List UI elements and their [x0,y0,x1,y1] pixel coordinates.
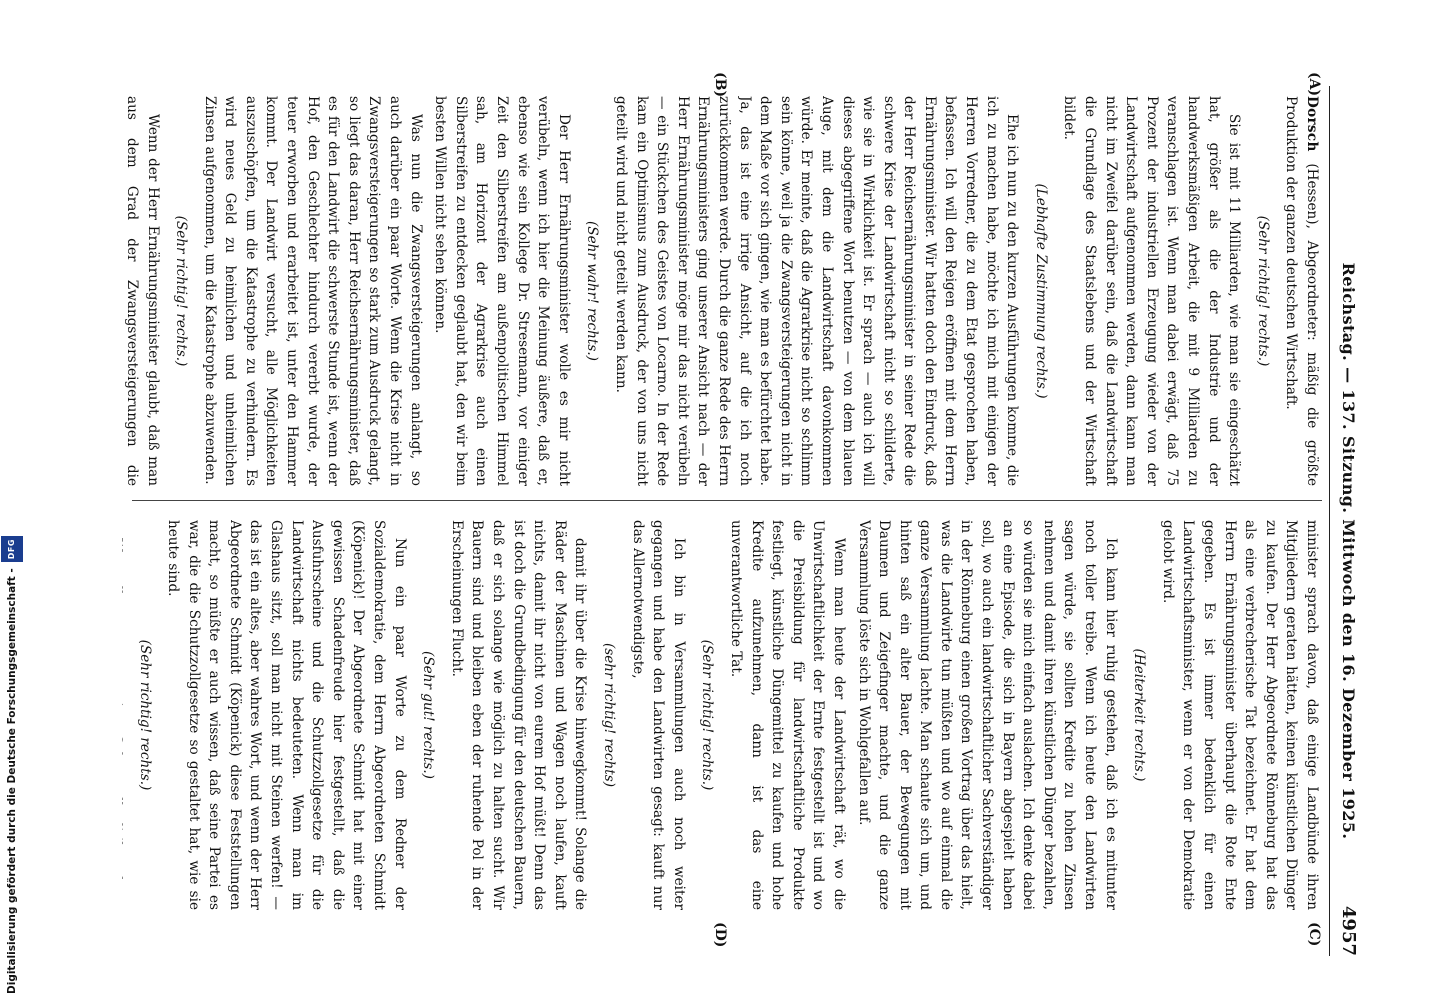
paragraph-text: (Sehr richtig! rechts.) [1254,215,1271,367]
paragraph [1157,520,1322,910]
paragraph [446,520,590,910]
paragraph-text: (Hessen), Abgeordneter: mäßig die größte Produktion der ganzen deutschen Wirtschaft. [1283,96,1320,486]
paragraph [199,96,426,486]
interjection [697,520,718,910]
paragraph-text: (sehr richtig! rechts) [601,642,617,788]
margin-letter-c: (C) [1306,922,1322,947]
paragraph-text: (Heiterkeit rechts.) [1131,648,1148,782]
paragraph [1059,96,1244,486]
margin-letter-d: (D) [712,922,728,948]
margin-letter-a: (A) [1306,72,1322,97]
interjection [418,520,439,910]
paragraph [122,520,126,910]
paragraph [853,520,1121,910]
paragraph [122,96,163,486]
paragraph-text: Der Herr Ernährungsminister wolle es mir nicht verübeln, wenn ich hier die Meinung äußere, daß er, ebenso wie sein Kollege Dr. Stresemann, vor einiger Zeit den Silberstreifen am außenpolitischen Himmel sah, am Horizont der Agrarkrise auch einen Silberstreifen zu entdecken geglaubt hat, den wir beim besten Willen nicht sehen können. [432,96,572,486]
digitization-notice [2,539,26,994]
header-title: Reichstag. — 137. Sitzung. Mittwoch den 16. Dezember 1925. [1339,262,1359,840]
paragraph-text: Wenn der Herr Ernährungsminister glaubt, daß man aus dem Grad der Zwangsversteigerungen die [123,96,161,486]
paragraph-text: (Sehr wahr! rechts.) [584,221,601,361]
interjection [598,520,619,910]
paragraph [430,96,574,486]
left-text-column [122,96,1322,486]
paragraph-text: (Lebhafte Zustimmung rechts.) [1032,183,1049,399]
paragraph-text: (Sehr richtig! rechts.) [136,639,153,791]
paragraph [1281,96,1322,486]
interjection [582,96,603,486]
paragraph-text: minister sprach davon, daß einige Landbünde ihren Mitgliedern geraten hätten, keinen künstlichen Dünger zu kaufen. Der Herr Abgeordnete Rönneburg hat das als eine verbrecherische Tat bezeichnet. Er hat dem Herrn Ernährungsminister überhaupt die Rote Ente gegeben. Es ist immer bedenklich für einen Landwirtschaftsminister, wenn er von der Demokratie gelobt wird. [1159,520,1320,910]
paragraph [725,520,849,910]
paragraph [163,520,410,910]
page-number: 4957 [1338,905,1360,956]
interjection [171,96,192,486]
paragraph-text: Wenn man heute der Landwirtschaft rät, wo die Unwirtschaftlichkeit der Ernte festgestellt ist und wo die Preisbildung für landwirtschaftliche Produkte festliegt, künstliche Düngemittel zu kaufen und hohe Kredite aufzunehmen, dann ist das eine unverantwortliche Tat. [727,520,847,910]
paragraph [627,520,689,910]
paragraph-text: (Sehr gut! rechts.) [420,651,437,779]
paragraph-text: Ehe ich nun zu den kurzen Ausführungen komme, die ich zu machen habe, möchte ich mich mit einigen der Herren Vorredner, die zu dem Etat gesprochen haben, befassen. Ich will den Reigen eröffnen mit dem Herrn Ernährungsminister. Wir hatten doch den Eindruck, daß der Herr Reichsernährungsminister in seiner Rede die schwere Krise der Landwirtschaft nicht so schilderte, wie sie in Wirklichkeit ist. Er sprach — auch ich will dieses abgegriffene Wort benutzen — von dem blauen Auge, mit dem die Landwirtschaft davonkommen würde. Er meinte, daß die Agrarkrise nicht so schlimm sein könne, weil ja die Zwangsversteigerungen nicht in dem Maße vor sich gingen, wie man es befürchtet habe. Ja, das ist eine irrige Ansicht, auf die ich noch zurückkommen werde. Durch die ganze Rede des Herrn Ernährungsministers ging unserer Ansicht nach — der Herr Ernährungsminister möge mir das nicht verübeln — ein Stückchen des Geistes von Locarno. In der Rede kam ein Optimismus zum Ausdruck, der von uns nicht geteilt wird und nicht geteilt werden kann. [613,96,1021,486]
right-text-column [122,520,1322,910]
column-divider [132,500,1322,501]
interjection [1129,520,1150,910]
paragraph-text [122,520,124,910]
paragraph [610,96,1022,486]
paragraph-text: Ich kann hier ruhig gestehen, daß ich es mitunter noch toller treibe. Wenn ich heute den Landwirten sagen würde, sie sollten Kredite zu hohen Zinsen nehmen und damit ihren künstlichen Dünger bezahlen, so würden sie mich einfach auslachen. Ich denke dabei an eine Episode, die sich in Bayern abgespielt haben soll, wo auch ein landwirtschaftlicher Sachverständiger in der Rönneburg einen großen Vortrag über das hielt, was die Landwirte tun müßten und wo auf einmal die ganze Versammlung lachte. Man schaute sich um, und hinten saß ein alter Bauer, der Bewegungen mit Daumen und Zeigefinger machte, und die ganze Versammlung löste sich in Wohlgefallen auf. [855,520,1119,910]
digitization-text: Digitalisierung gefördert durch die Deutsche Forschungsgemeinschaft - [6,568,18,994]
page-header [1329,86,1368,956]
paragraph-text: Was nun die Zwangsversteigerungen anlangt, so auch darüber ein paar Worte. Wenn die Krise nicht in Zwangsversteigerungen so stark zum Ausdruck gelangt, so liegt das daran, Herr Reichsernährungsminister, daß es für den Landwirt die schwerste Stunde ist, wenn der Hof, den Geschlechter hindurch vererbt wurde, der teuer erworben und erarbeitet ist, unter den Hammer kommt. Der Landwirt versucht, alle Möglichkeiten auszuschöpfen, um die Katastrophe zu verhindern. Es wird neues Geld zu heimlichen und unheimlichen Zinsen aufgenommen, um die Katastrophe abzuwenden. [201,96,424,486]
paragraph-text: damit ihr über die Krise hinwegkommt! Solange die Räder der Maschinen und Wagen noch laufen, kauft nichts, damit ihr nicht von eurem Hof müßt! Denn das ist doch die Grundbedingung für den deutschen Bauern, daß er sich solange wie möglich zu halten sucht. Wir Bauern sind und bleiben eben der ruhende Pol in der Erscheinungen Flucht. [448,520,589,910]
paragraph-text: Ich bin in Versammlungen auch noch weiter gegangen und habe den Landwirten gesagt: kauft nur das Allernotwendigste, [629,520,687,910]
interjection [134,520,155,910]
paragraph-text: Nun ein paar Worte zu dem Redner der Sozialdemokratie, dem Herrn Abgeordneten Schmidt (Köpenick)! Der Abgeordnete Schmidt hat mit einer gewissen Schadenfreude hier festgestellt, daß die Ausfuhrscheine und die Schutzzollgesetze für die Landwirtschaft nichts bedeuteten. Wenn man im Glashaus sitzt, soll man nicht mit Steinen werfen! — das ist ein altes, aber wahres Wort, und wenn der Herr Abgeordnete Schmidt (Köpenick) diese Feststellungen macht, so müßte er auch wissen, daß seine Partei es war, die die Schutzzollgesetze so gestaltet hat, wie sie heute sind. [165,520,408,910]
interjection [1030,96,1051,486]
speaker-name: Dorsch [1304,96,1320,152]
interjection [1252,96,1273,486]
paragraph-text: Sie ist mit 11 Milliarden, wie man sie eingeschätzt hat, größer als die der Industrie und der handwerksmäßigen Arbeit, die mit 9 Milliarden zu veranschlagen ist. Wenn man dabei erwägt, daß 75 Prozent der industriellen Erzeugung wieder von der Landwirtschaft aufgenommen werden, dann kann man nicht im Zweifel darüber sein, daß die Landwirtschaft die Grundlage des Staatslebens und der Wirtschaft bildet. [1061,96,1243,486]
paragraph-text: (Sehr richtig! rechts.) [699,639,716,791]
dfg-logo-icon: DFG [1,536,23,562]
margin-letter-b: (B) [712,72,728,98]
paragraph-text: (Sehr richtig! rechts.) [173,215,190,367]
